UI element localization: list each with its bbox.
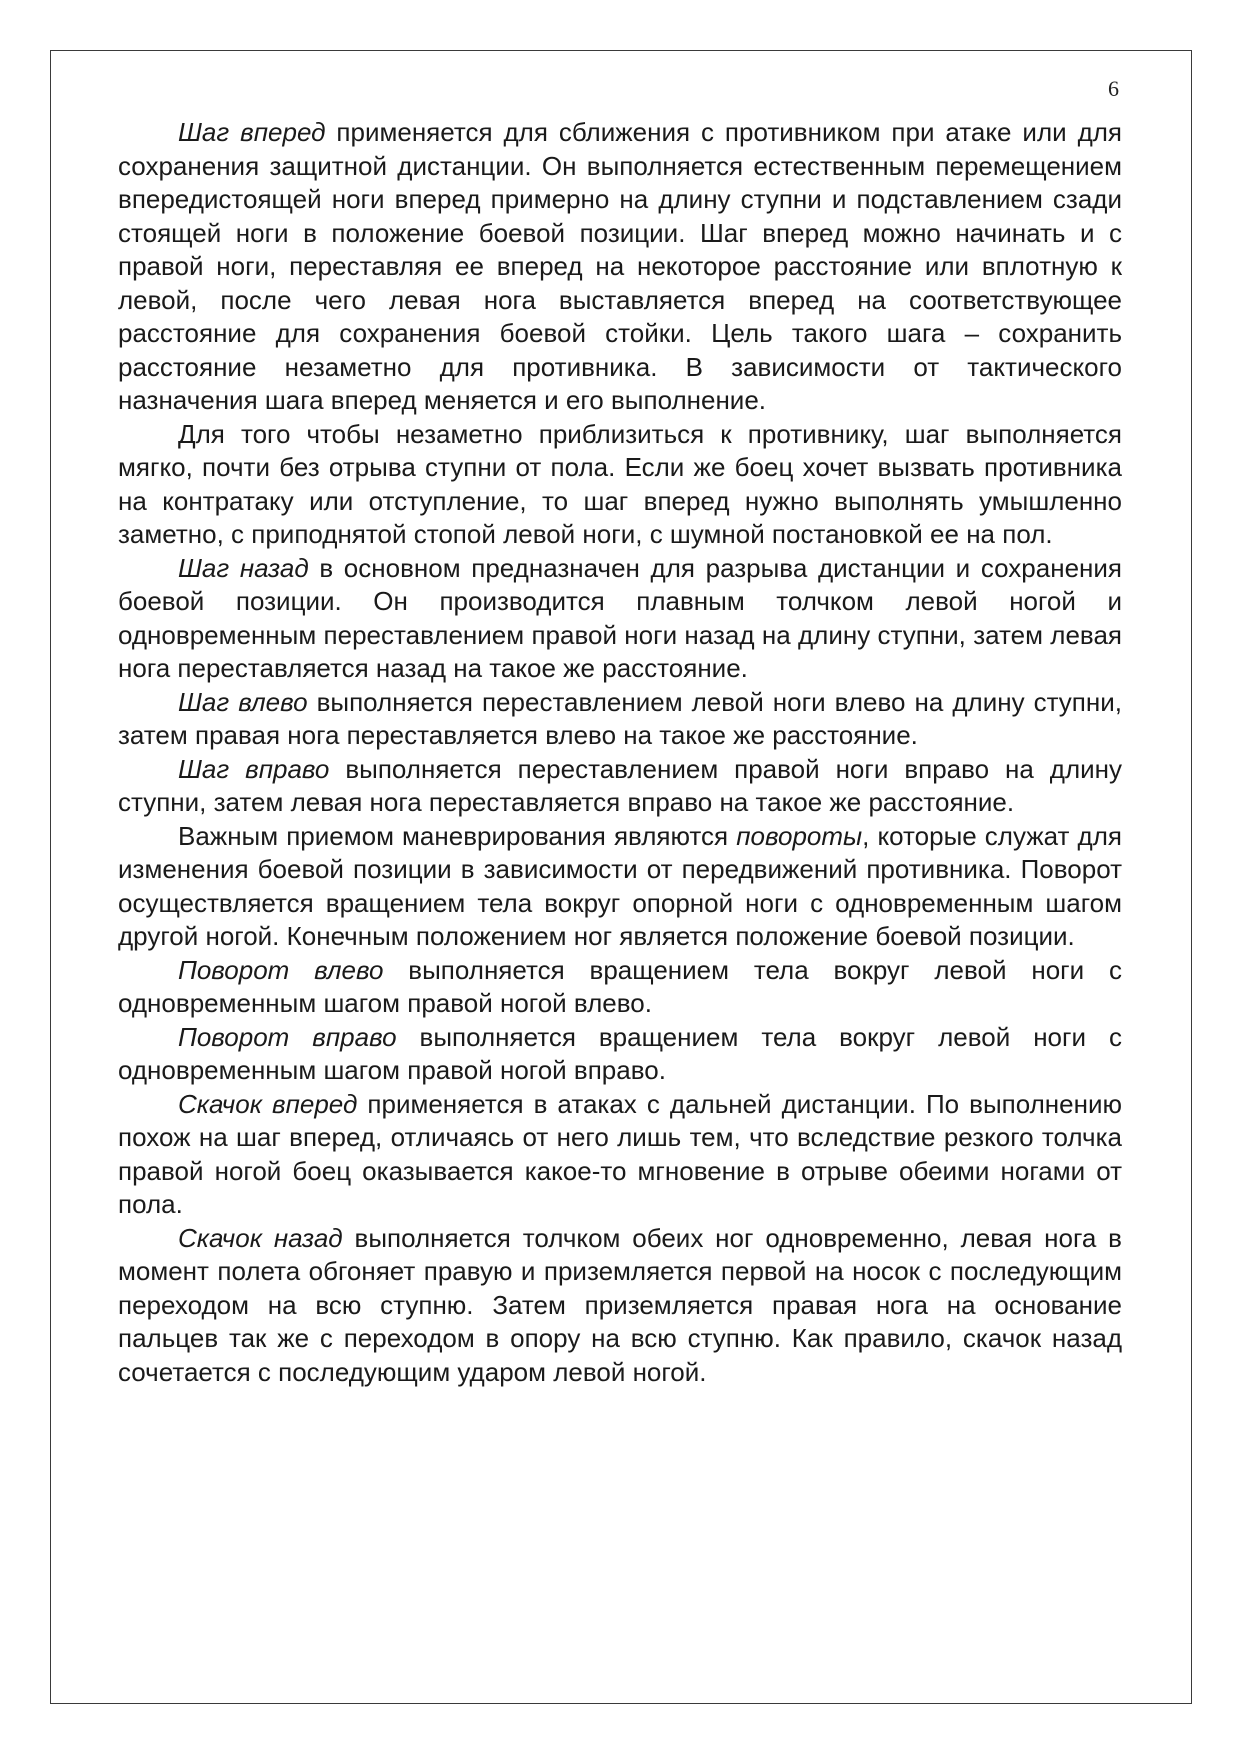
paragraph-step-forward xyxy=(118,116,1122,418)
term-turn-right: Поворот вправо xyxy=(178,1021,397,1052)
paragraph-turn-left xyxy=(118,954,1122,1021)
paragraph-text: выполняется вращением тела вокруг левой ноги с одновременным шагом правой ногой вправо. xyxy=(118,1021,1122,1085)
paragraph-turn-right xyxy=(118,1021,1122,1088)
paragraph-text: выполняется толчком обеих ног одновременно, левая нога в момент полета обгоняет правую и приземляется первой на носок с последующим переходом на всю ступню. Затем приземляется правая нога на основание пальцев так же с переходом в опору на всю ступню. Как правило, скачок назад сочетается с последующим ударом левой ногой. xyxy=(118,1222,1122,1387)
term-turn-left: Поворот влево xyxy=(178,954,384,985)
document-body xyxy=(118,116,1122,1389)
paragraph-text: , которые служат для изменения боевой позиции в зависимости от передвижений противника. Поворот осуществляется вращением тела вокруг опорной ноги с одновременным шагом другой ногой. Конечным положением ног является положение боевой позиции. xyxy=(118,820,1122,951)
paragraph-step-left xyxy=(118,686,1122,753)
term-turns: повороты xyxy=(736,820,863,851)
paragraph-text: выполняется переставлением правой ноги вправо на длину ступни, затем левая нога переставляется вправо на такое же расстояние. xyxy=(118,753,1122,817)
paragraph-step-back xyxy=(118,552,1122,686)
term-jump-forward: Скачок вперед xyxy=(178,1088,358,1119)
paragraph-step-right xyxy=(118,753,1122,820)
paragraph-text: выполняется вращением тела вокруг левой ноги с одновременным шагом правой ногой влево. xyxy=(118,954,1122,1018)
term-jump-back: Скачок назад xyxy=(178,1222,343,1253)
paragraph-text: применяется для сближения с противником при атаке или для сохранения защитной дистанции. Он выполняется естественным перемещением впередистоящей ноги вперед примерно на длину ступни и подставлением сзади стоящей ноги в положение боевой позиции. Шаг вперед можно начинать и с правой ноги, переставляя ее вперед на некоторое расстояние или вплотную к левой, после чего левая нога выставляется вперед на соответствующее расстояние для сохранения боевой стойки. Цель такого шага – сохранить расстояние незаметно для противника. В зависимости от тактического назначения шага вперед меняется и его выполнение. xyxy=(118,117,1122,415)
paragraph-text-before: Важным приемом маневрирования являются xyxy=(178,820,737,851)
paragraph-turns xyxy=(118,820,1122,954)
page-number: 6 xyxy=(1108,76,1119,101)
paragraph-text: в основном предназначен для разрыва дистанции и сохранения боевой позиции. Он производится плавным толчком левой ногой и одновременным переставлением правой ноги назад на длину ступни, затем левая нога переставляется назад на такое же расстояние. xyxy=(118,552,1122,683)
paragraph-approach xyxy=(118,418,1122,552)
paragraph-text: применяется в атаках с дальней дистанции. По выполнению похож на шаг вперед, отличаясь от него лишь тем, что вследствие резкого толчка правой ногой боец оказывается какое-то мгновение в отрыве обеими ногами от пола. xyxy=(118,1088,1122,1219)
term-step-back: Шаг назад xyxy=(178,552,309,583)
term-step-forward: Шаг вперед xyxy=(178,117,326,147)
paragraph-jump-forward xyxy=(118,1088,1122,1222)
paragraph-text: Для того чтобы незаметно приблизиться к противнику, шаг выполняется мягко, почти без отрыва ступни от пола. Если же боец хочет вызвать противника на контратаку или отступление, то шаг вперед нужно выполнять умышленно заметно, с приподнятой стопой левой ноги, с шумной постановкой ее на пол. xyxy=(118,418,1122,549)
paragraph-jump-back xyxy=(118,1222,1122,1390)
term-step-left: Шаг влево xyxy=(178,686,308,717)
term-step-right: Шаг вправо xyxy=(178,753,330,784)
paragraph-text: выполняется переставлением левой ноги влево на длину ступни, затем правая нога переставляется влево на такое же расстояние. xyxy=(118,686,1122,750)
